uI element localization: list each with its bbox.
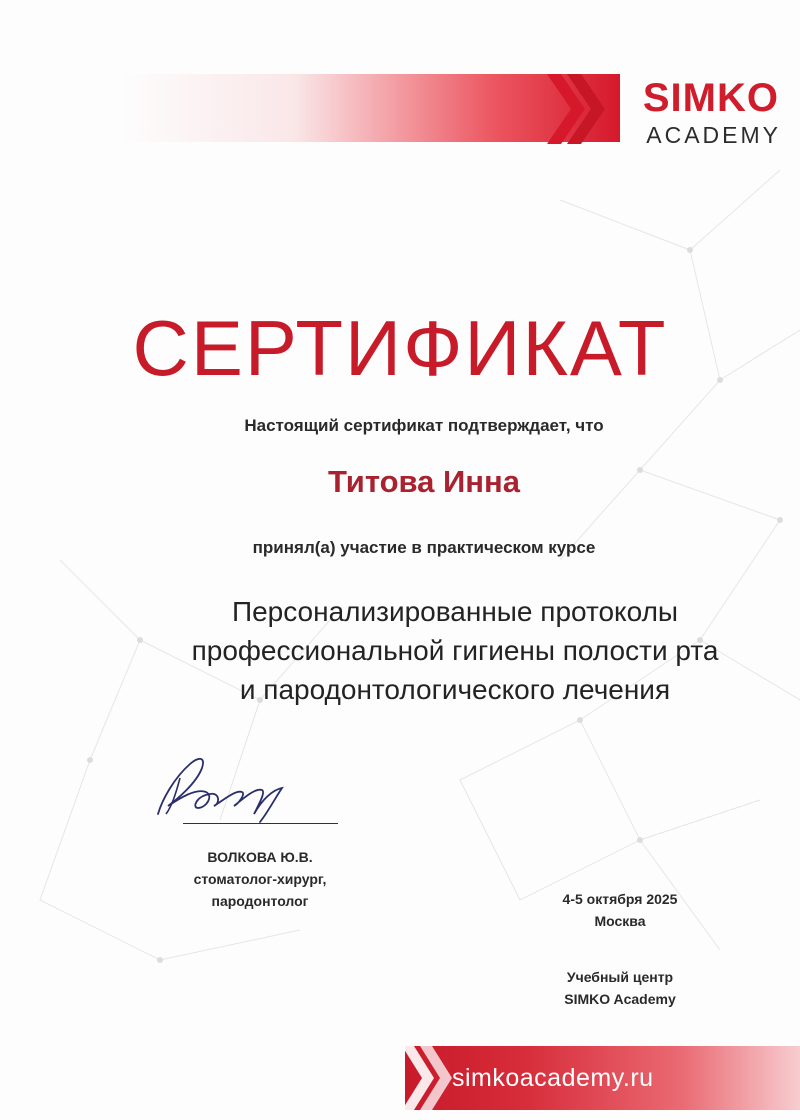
course-title: [60, 592, 800, 709]
simko-academy-logo: [612, 78, 787, 148]
participation-text: принял(а) участие в практическом курсе: [252, 538, 596, 557]
logo-chevrons-icon: [545, 70, 605, 148]
training-center-block: [540, 966, 700, 1010]
training-center-line: Учебный центр: [566, 969, 674, 985]
intro-text: Настоящий сертификат подтверждает, что: [244, 416, 604, 435]
certificate-title: СЕРТИФИКАТ: [132, 304, 668, 392]
event-block: [540, 888, 700, 932]
signer-block: [160, 846, 360, 912]
course-title-line: профессиональной гигиены полости рта: [191, 635, 719, 666]
website-link[interactable]: simkoacademy.ru: [452, 1064, 654, 1092]
recipient-name: Титова Инна: [328, 464, 520, 499]
logo-sub-text: ACADEMY: [646, 122, 781, 148]
event-date: 4-5 октября 2025: [562, 891, 678, 907]
signer-name: ВОЛКОВА Ю.В.: [207, 849, 313, 865]
handwritten-signature: [150, 748, 290, 823]
training-center-line: SIMKO Academy: [564, 991, 676, 1007]
course-title-line: Персонализированные протоколы: [231, 596, 679, 627]
signer-role: пародонтолог: [211, 893, 309, 909]
signer-role: стоматолог-хирург,: [193, 871, 327, 887]
logo-brand-text: SIMKO: [642, 76, 779, 120]
course-title-line: и пародонтологического лечения: [239, 674, 671, 705]
event-city: Москва: [594, 913, 646, 929]
signature-line: [183, 823, 338, 824]
